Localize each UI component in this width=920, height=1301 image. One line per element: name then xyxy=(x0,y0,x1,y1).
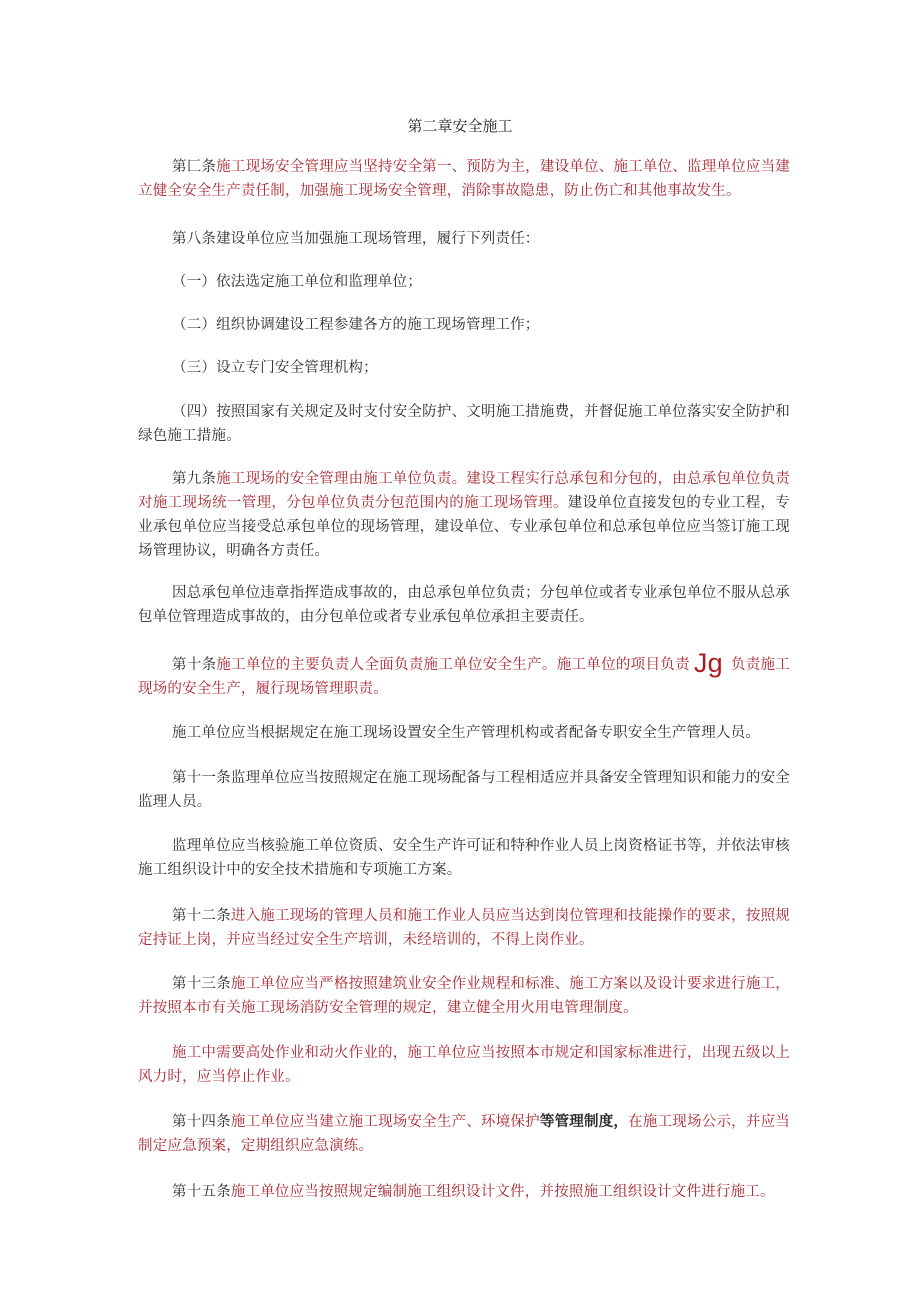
article-label: 第十二条 xyxy=(172,908,231,924)
article-label: 第十三条 xyxy=(172,976,231,992)
article-9 xyxy=(138,467,790,563)
article-11-paragraph-2: 监理单位应当核验施工单位资质、安全生产许可证和特种作业人员上岗资格证书等，并依法审核施工组织设计中的安全技术措施和专项施工方案。 xyxy=(138,838,790,878)
article-14 xyxy=(138,1110,790,1158)
article-body: 施工现场安全管理应当坚持安全第一、预防为主，建设单位、施工单位、监理单位应当建立健全安全生产责任制，加强施工现场安全管理，消除事故隐患，防止伤亡和其他事故发生。 xyxy=(138,159,791,199)
article-body-bold: 等管理制度， xyxy=(539,1113,629,1130)
chapter-title: 第二章安全施工 xyxy=(407,117,513,135)
article-body-red: 施工单位应当严格按照建筑业安全作业规程和标准、施工方案以及设计要求进行施工，并按照本市有关施工现场消防安全管理的规定，建立健全用火用电管理制度。 xyxy=(138,976,790,1016)
article-body-red: 施工现场的安全管理由施工单位负责。建设工程实行总承包和分包的，由总承包单位负责对施工现场统一管理，分包单位负责分包范围内的施工现场管理。 xyxy=(138,471,791,511)
article-label: 第十条 xyxy=(172,657,217,673)
article-label: 第九条 xyxy=(172,471,217,487)
article-9-paragraph-2: 因总承包单位违章指挥造成事故的，由总承包单位负责；分包单位或者专业承包单位不服从总承包单位管理造成事故的，由分包单位或者专业承包单位承担主要责任。 xyxy=(138,585,790,625)
list-item: （三）设立专门安全管理机构； xyxy=(172,360,378,376)
article-body: 建设单位直接发包的专业工程，专业承包单位应当接受总承包单位的现场管理，建设单位、专业承包单位和总承包单位应当签订施工现场管理协议，明确各方责任。 xyxy=(138,495,790,559)
article-8: 第八条建设单位应当加强施工现场管理，履行下列责任： xyxy=(172,231,540,247)
article-body-red: 负责施工现场的安全生产，履行现场管理职责。 xyxy=(138,657,790,697)
list-item: （二）组织协调建设工程参建各方的施工现场管理工作； xyxy=(172,317,540,333)
article-7 xyxy=(138,155,790,203)
article-body-red: 施工单位应当按照规定编制施工组织设计文件，并按照施工组织设计文件进行施工。 xyxy=(230,1184,775,1200)
article-body-red: 在施工现场公示，并应当制定应急预案，定期组织应急演练。 xyxy=(138,1114,790,1154)
article-13 xyxy=(138,972,790,1020)
article-label: 第匚条 xyxy=(172,159,217,175)
article-body-red: 进入施工现场的管理人员和施工作业人员应当达到岗位管理和技能操作的要求，按照规定持证上岗，并应当经过安全生产培训，未经培训的，不得上岗作业。 xyxy=(138,908,790,948)
article-body-red: 施工单位应当建立施工现场安全生产、环境保护 xyxy=(230,1114,540,1130)
article-11: 第十一条监理单位应当按照规定在施工现场配备与工程相适应并具备安全管理知识和能力的安全监理人员。 xyxy=(138,770,790,810)
list-item: （四）按照国家有关规定及时支付安全防护、文明施工措施费，并督促施工单位落实安全防护和绿色施工措施。 xyxy=(138,404,790,444)
article-label: 第十五条 xyxy=(172,1184,231,1200)
article-13-paragraph-2 xyxy=(138,1041,790,1089)
article-10-paragraph-2: 施工单位应当根据规定在施工现场设置安全生产管理机构或者配备专职安全生产管理人员。 xyxy=(172,725,760,741)
list-item: （一）依法选定施工单位和监理单位； xyxy=(172,274,422,290)
article-15 xyxy=(138,1180,790,1204)
article-body-red: 施工中需要高处作业和动火作业的，施工单位应当按照本市规定和国家标准进行，出现五级以上风力时，应当停止作业。 xyxy=(138,1045,790,1085)
article-label: 第十四条 xyxy=(172,1114,231,1130)
article-12 xyxy=(138,904,790,952)
article-10 xyxy=(138,648,790,701)
handwritten-mark: Jg xyxy=(693,648,723,678)
article-body-red: 施工单位的主要负责人全面负责施工单位安全生产。施工单位的项目负责 xyxy=(216,657,690,673)
